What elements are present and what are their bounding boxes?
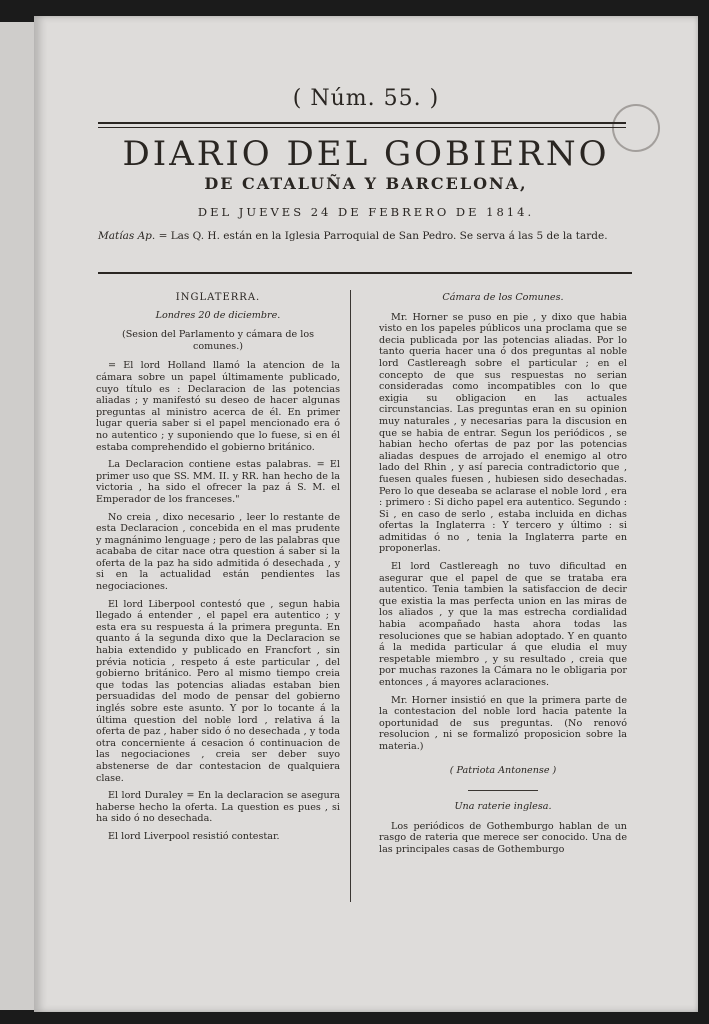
masthead-rule-thin	[98, 127, 626, 128]
issue-date: DEL JUEVES 24 DE FEBRERO DE 1814.	[197, 205, 535, 219]
newspaper-page	[34, 16, 698, 1012]
article-paragraph: Los periódicos de Gothemburgo hablan de un rasgo de rateria que merece ser conocido. Una de las principales casas de Gothemburgo	[379, 820, 627, 855]
left-column	[96, 288, 340, 900]
article-paragraph: El lord Liverpool resistió contestar.	[108, 830, 280, 842]
masthead-rule	[98, 122, 626, 124]
column-divider	[350, 290, 351, 902]
section-heading: INGLATERRA.	[175, 292, 261, 303]
masthead-title: DIARIO DEL GOBIERNO	[122, 134, 610, 174]
article-paragraph: = El lord Holland llamó la atencion de la cámara sobre un papel últimamente publicado, cuyo título es : Declaracion de las potencias aliadas ; y manifestó su deseo de hacer algunas preguntas al ministro acerca de él. En primer lugar queria saber si el papel mencionado era ó no autentico ; y suponiendo que lo fuese, si en él estaba comprehendido el gobierno británico.	[96, 360, 340, 453]
issue-number: ( Núm. 55. )	[292, 86, 440, 111]
article-paragraph: El lord Duraley = En la declaracion se asegura haberse hecho la oferta. La question es pues , si ha sido ó no desechada.	[96, 790, 340, 825]
section-rule	[98, 272, 632, 274]
notice-saint: Matías Ap.	[98, 230, 156, 242]
masthead-subtitle: DE CATALUÑA Y BARCELONA,	[204, 174, 528, 193]
article-paragraph: El lord Liberpool contestó que , segun habia llegado á entender , el papel era autentico ; y esta era su respuesta á la primera pregunta. En quanto á la segunda dixo que la Declaracion se habia extendido y publicado en Francfort , sin prévia noticia , respeto á este particular , del gobierno británico. Pero al mismo tiempo creia que todas las potencias aliadas estaban bien persuadidas del modo de pensar del gobierno inglés sobre este asunto. Y por lo tocante á la última question del noble lord , relativa á la oferta de paz , haber sido ó no desechada , y toda otra concerniente á cesacion ó continuacion de las negociaciones , creia ser deber suyo abstenerse de dar contestacion de qualquiera clase.	[96, 598, 340, 784]
section-heading: Cámara de los Comunes.	[442, 292, 564, 303]
article-paragraph: No creia , dixo necesario , leer lo restante de esta Declaracion , concebida en el mas prudente y magnánimo lenguage ; pero de las palabras que acababa de citar nace otra question á saber si la oferta de la paz ha sido admitida ó desechada , y si en la actualidad están pendientes las negociaciones.	[96, 511, 340, 593]
right-column	[379, 288, 627, 900]
article-paragraph: Mr. Horner insistió en que la primera parte de la contestacion del noble lord hacia patente la oportunidad de sus preguntas. (No renovó resolucion , ni se formalizó proposicion sobre la materia.)	[379, 694, 627, 752]
short-rule	[468, 790, 538, 791]
session-label: (Sesion del Parlamento y cámara de los comunes.)	[121, 329, 315, 352]
source-signoff: ( Patriota Antonense )	[449, 764, 557, 776]
article-paragraph: El lord Castlereagh no tuvo dificultad en asegurar que el papel de que se trataba era autentico. Tenia tambien la satisfaccion de decir que existia la mas perfecta union en las miras de los aliados , y que la mas estrecha cordialidad habia acompañado hasta ahora todas las resoluciones que se habian adoptado. Y en quanto á la medida particular á que eludia el muy respetable miembro , y su resultado , creia que por muchas razones la Cámara no le obligaria por entonces , á mayores aclaraciones.	[379, 561, 627, 688]
notice-text: = Las Q. H. están en la Iglesia Parroquial de San Pedro. Se serva á las 5 de la tarde.	[158, 230, 608, 242]
religious-notice	[98, 229, 618, 243]
dateline-london: Londres 20 de diciembre.	[155, 309, 281, 321]
article-paragraph: La Declaracion contiene estas palabras. = El primer uso que SS. MM. II. y RR. han hecho de la victoria , ha sido el ofrecer la paz á S. M. el Emperador de los franceses."	[96, 459, 340, 505]
section-heading: Una raterie inglesa.	[454, 801, 552, 813]
article-paragraph: Mr. Horner se puso en pie , y dixo que habia visto en los papeles públicos una proclama que se decia publicada por las potencias aliadas. Por lo tanto queria hacer una ó dos preguntas al noble lord Castlereagh sobre el particular ; en el concepto de que sus respuestas no serian consideradas como incompatibles con lo que exigia su obligacion en las actuales circunstancias. Las preguntas eran en su opinion muy naturales , y necesarias para la discusion en que se habia de entrar. Segun los periódicos , se habian hecho ofertas de paz por las potencias aliadas despues de arrojado el enemigo al otro lado del Rhin , y así parecia contradictorio que , fuesen quales fuesen , hubiesen sido desechadas. Pero lo que deseaba se aclarase el noble lord , era : primero : Si dicho papel era autentico. Segundo : Si , en caso de serlo , estaba incluida en dichas ofertas la Inglaterra : Y tercero y último : si admitidas ó no , tenia la Inglaterra parte en proponerlas.	[379, 311, 627, 555]
